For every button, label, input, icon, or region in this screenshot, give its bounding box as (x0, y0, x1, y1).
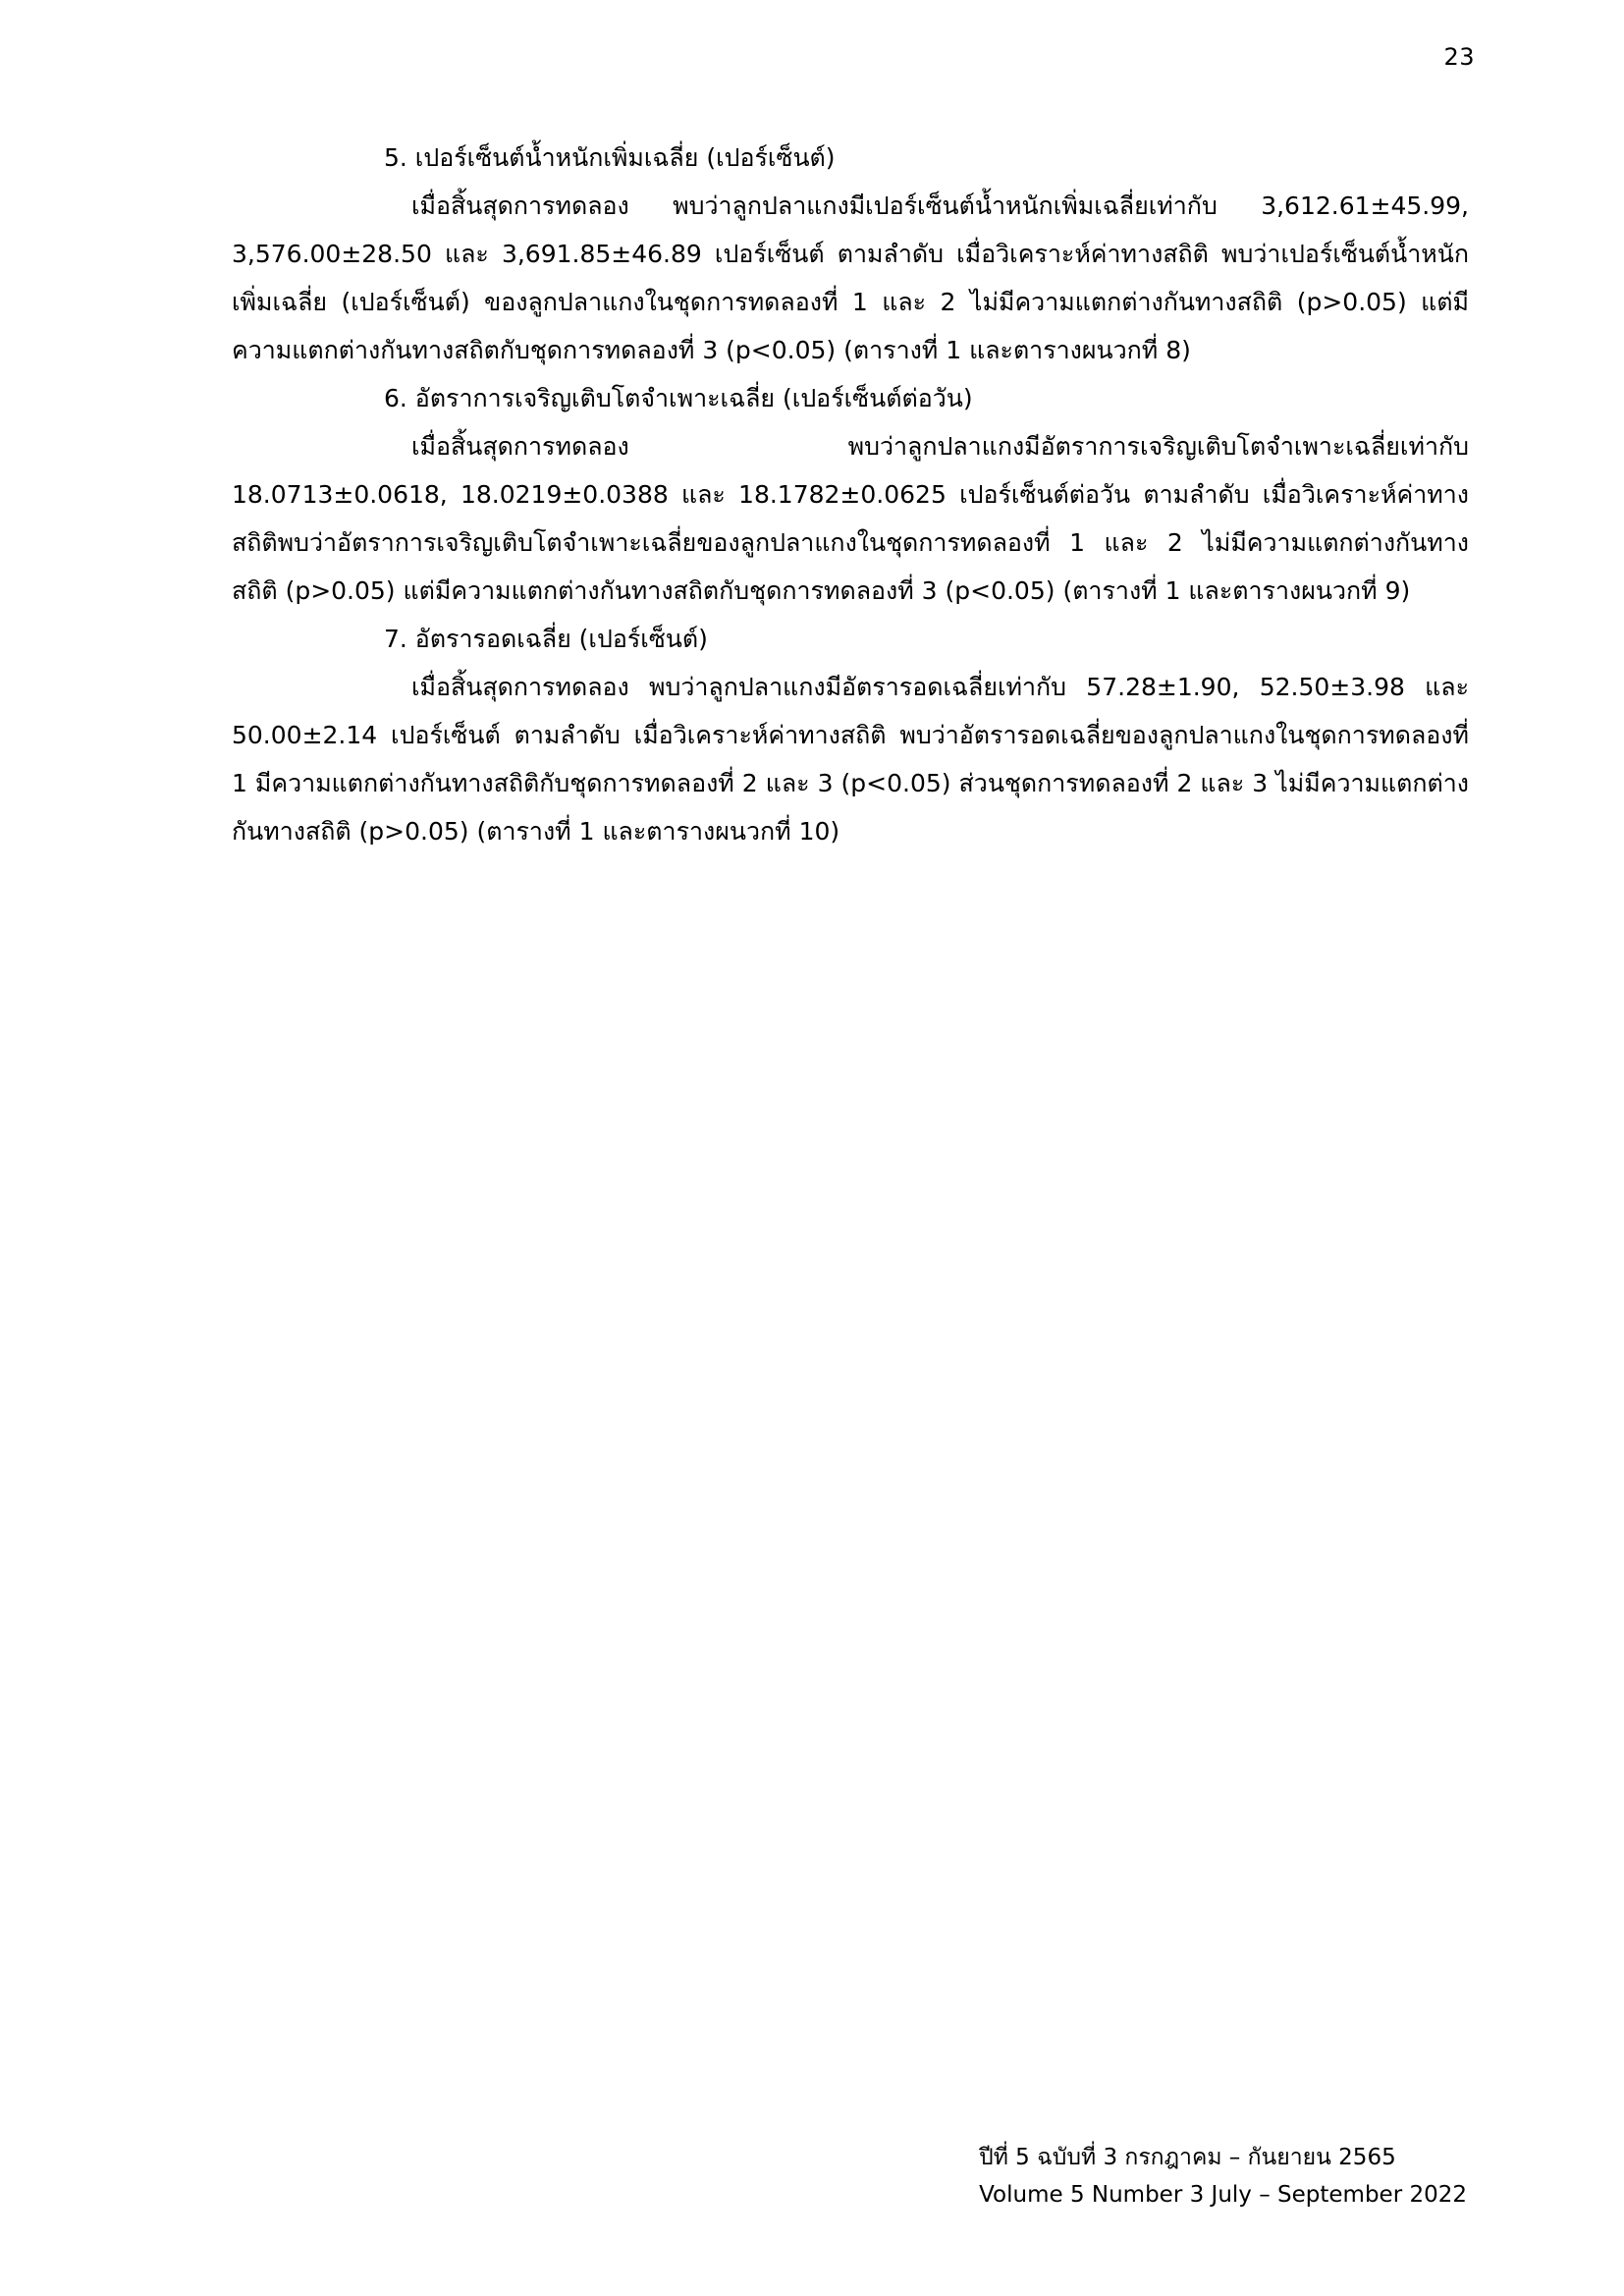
section-body-weight-gain: เมื่อสิ้นสุดการทดลอง พบว่าลูกปลาแกงมีเปอร์เซ็นต์น้ำหนักเพิ่มเฉลี่ยเท่ากับ 3,612.61±45.99, 3,576.00±28.50 และ 3,691.85±46.89 เปอร์เซ็นต์ ตามลำดับ เมื่อวิเคราะห์ค่าทางสถิติ พบว่าเปอร์เซ็นต์น้ำหนักเพิ่มเฉลี่ย (เปอร์เซ็นต์) ของลูกปลาแกงในชุดการทดลองที่ 1 และ 2 ไม่มีความแตกต่างกันทางสถิติ (p>0.05) แต่มีความแตกต่างกันทางสถิตกับชุดการทดลองที่ 3 (p<0.05) (ตารางที่ 1 และตารางผนวกที่ 8) (232, 191, 1469, 364)
footer-thai-issue: ปีที่ 5 ฉบับที่ 3 กรกฎาคม – กันยายน 2565 (979, 2145, 1396, 2170)
section-heading-weight-gain: 5. เปอร์เซ็นต์น้ำหนักเพิ่มเฉลี่ย (เปอร์เซ็นต์) (384, 143, 836, 172)
section-heading-survival-rate: 7. อัตรารอดเฉลี่ย (เปอร์เซ็นต์) (384, 625, 708, 653)
page-number: 23 (1443, 43, 1475, 71)
footer-english-issue: Volume 5 Number 3 July – September 2022 (979, 2182, 1467, 2208)
section-heading-growth-rate: 6. อัตราการเจริญเติบโตจำเพาะเฉลี่ย (เปอร์เซ็นต์ต่อวัน) (384, 384, 973, 412)
section-body-survival-rate: เมื่อสิ้นสุดการทดลอง พบว่าลูกปลาแกงมีอัตรารอดเฉลี่ยเท่ากับ 57.28±1.90, 52.50±3.98 และ 50.00±2.14 เปอร์เซ็นต์ ตามลำดับ เมื่อวิเคราะห์ค่าทางสถิติ พบว่าอัตรารอดเฉลี่ยของลูกปลาแกงในชุดการทดลองที่ 1 มีความแตกต่างกันทางสถิติกับชุดการทดลองที่ 2 และ 3 (p<0.05) ส่วนชุดการทดลองที่ 2 และ 3 ไม่มีความแตกต่างกันทางสถิติ (p>0.05) (ตารางที่ 1 และตารางผนวกที่ 10) (232, 673, 1469, 846)
journal-footer (979, 2139, 1467, 2214)
section-body-growth-rate: เมื่อสิ้นสุดการทดลอง พบว่าลูกปลาแกงมีอัตราการเจริญเติบโตจำเพาะเฉลี่ยเท่ากับ 18.0713±0.0618, 18.0219±0.0388 และ 18.1782±0.0625 เปอร์เซ็นต์ต่อวัน ตามลำดับ เมื่อวิเคราะห์ค่าทางสถิติพบว่าอัตราการเจริญเติบโตจำเพาะเฉลี่ยของลูกปลาแกงในชุดการทดลองที่ 1 และ 2 ไม่มีความแตกต่างกันทางสถิติ (p>0.05) แต่มีความแตกต่างกันทางสถิตกับชุดการทดลองที่ 3 (p<0.05) (ตารางที่ 1 และตารางผนวกที่ 9) (232, 432, 1469, 605)
main-content (232, 134, 1469, 855)
